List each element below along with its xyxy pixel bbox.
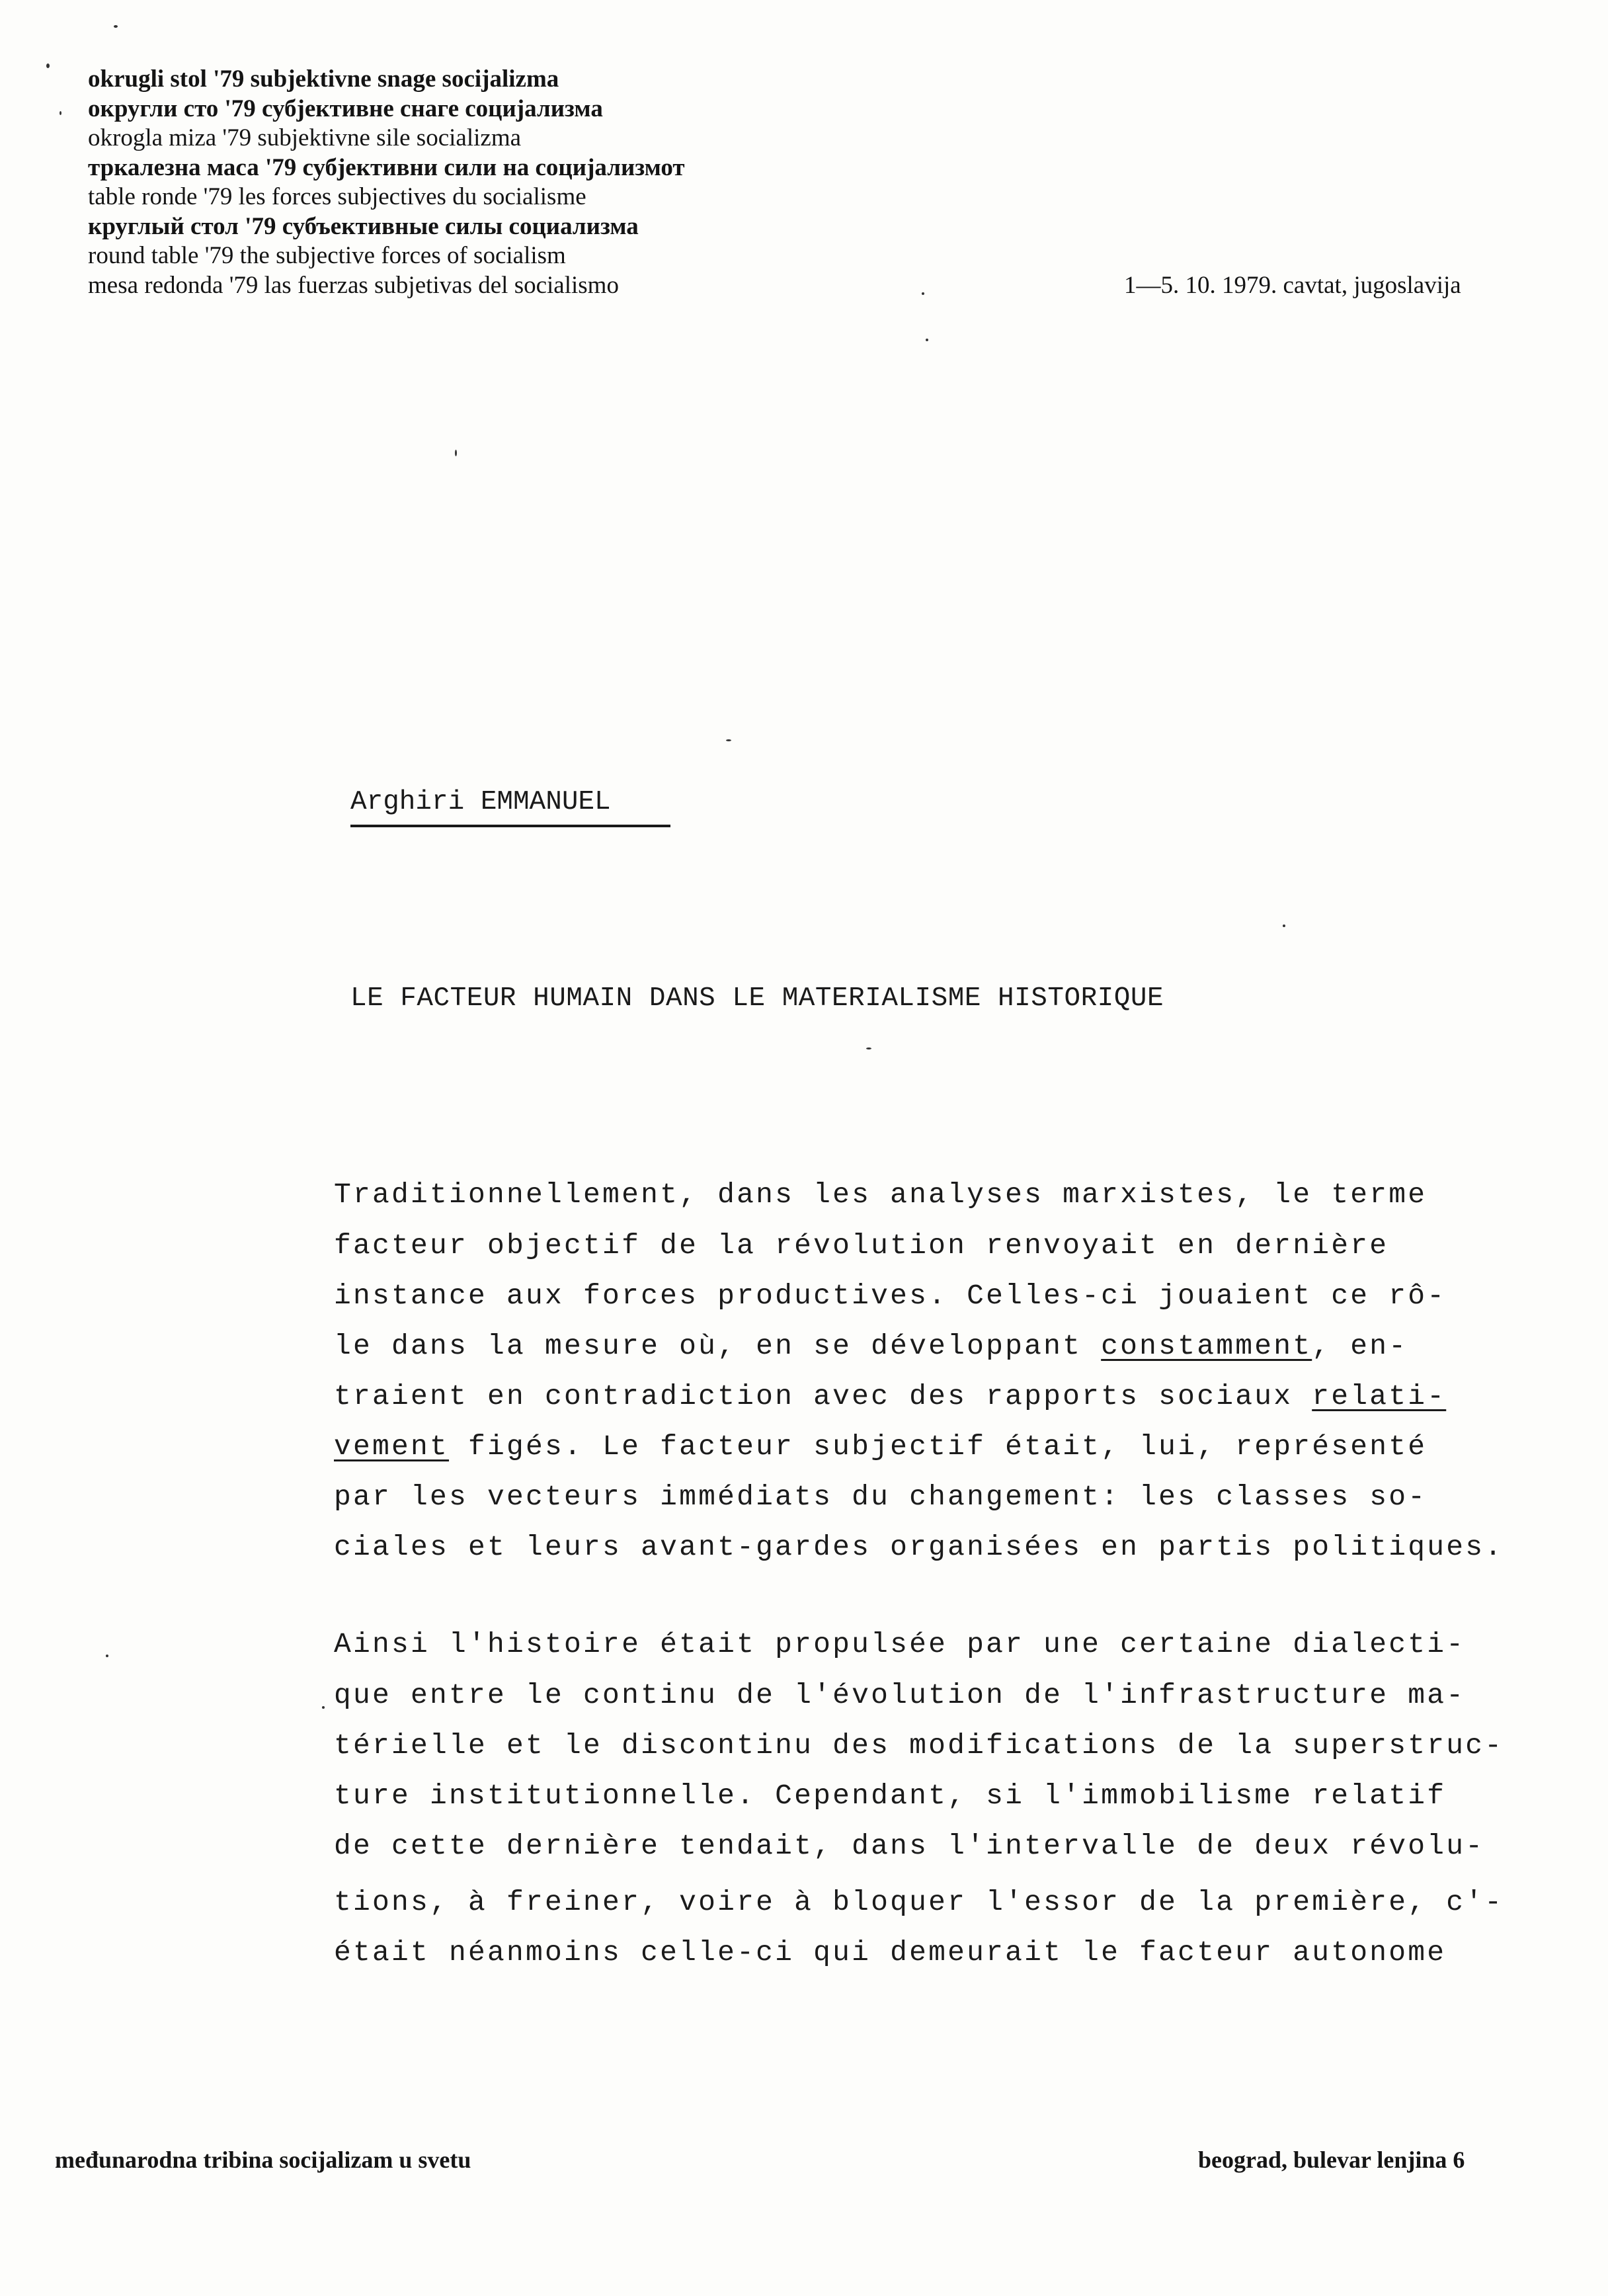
letterhead-line-slovenian: okrogla miza '79 subjektivne sile socializma [88, 124, 522, 151]
text-run: figés. Le facteur subjectif était, lui, représenté [449, 1430, 1427, 1463]
scan-speck [866, 1047, 871, 1049]
paragraph-1-line: ciales et leurs avant-gardes organisées en partis politiques. [334, 1531, 1504, 1563]
paragraph-2-line: Ainsi l'histoire était propulsée par une certaine dialecti- [334, 1628, 1466, 1660]
scan-speck [926, 339, 928, 341]
author-underline [350, 825, 670, 827]
paragraph-1-line: instance aux forces productives. Celles-ci jouaient ce rô- [334, 1280, 1447, 1312]
paragraph-2-line: de cette dernière tendait, dans l'intervalle de deux révolu- [334, 1830, 1485, 1862]
letterhead-line-spanish: mesa redonda '79 las fuerzas subjetivas del socialismo [88, 271, 619, 299]
letterhead-line-russian: круглый стол '79 субъективные силы социализма [88, 212, 639, 240]
letterhead-line-french: table ronde '79 les forces subjectives du socialisme [88, 183, 586, 210]
underlined-word: vement [334, 1430, 450, 1463]
letterhead-line-macedonian: тркалезна маса '79 субјективни сили на социјализмот [88, 153, 685, 181]
scan-speck [46, 63, 50, 68]
paragraph-1-line: facteur objectif de la révolution renvoyait en dernière [334, 1229, 1389, 1262]
letterhead-line-serbocroatian: okrugli stol '79 subjektivne snage socijalizma [88, 65, 559, 93]
letterhead-line-english: round table '79 the subjective forces of socialism [88, 242, 566, 269]
scan-speck [322, 1706, 325, 1709]
event-date-place: 1—5. 10. 1979. cavtat, jugoslavija [1124, 272, 1461, 299]
paragraph-2-line: était néanmoins celle-ci qui demeurait le facteur autonome [334, 1936, 1447, 1969]
scan-speck [726, 739, 731, 741]
paragraph-2-line: ture institutionnelle. Cependant, si l'immobilisme relatif [334, 1780, 1447, 1812]
paragraph-1-line [334, 1430, 1427, 1463]
author-name: Arghiri EMMANUEL [350, 787, 611, 817]
paper-title: LE FACTEUR HUMAIN DANS LE MATERIALISME HISTORIQUE [350, 983, 1164, 1014]
letterhead-line-serbian-cyrillic: округли сто '79 субјективне снаге социјализма [88, 95, 603, 122]
paragraph-2-line: térielle et le discontinu des modifications de la superstruc- [334, 1729, 1504, 1762]
paragraph-1-line [334, 1330, 1408, 1362]
underlined-word: constamment [1101, 1330, 1312, 1362]
text-run: , en- [1312, 1330, 1408, 1362]
paragraph-2-line: que entre le continu de l'évolution de l'infrastructure ma- [334, 1679, 1466, 1711]
scan-speck [106, 1655, 108, 1657]
scan-speck [60, 111, 61, 115]
footer-address: beograd, bulevar lenjina 6 [1198, 2147, 1465, 2173]
underlined-word: relati- [1312, 1380, 1447, 1413]
letterhead-multilingual [88, 65, 881, 300]
footer-organization: međunarodna tribina socijalizam u svetu [55, 2147, 471, 2173]
paragraph-1-line [334, 1380, 1446, 1413]
scan-speck [455, 450, 457, 456]
paragraph-2-line: tions, à freiner, voire à bloquer l'essor de la première, c'- [334, 1886, 1504, 1918]
paragraph-1-line: Traditionnellement, dans les analyses marxistes, le terme [334, 1178, 1427, 1211]
paragraph-1-line: par les vecteurs immédiats du changement: les classes so- [334, 1481, 1427, 1513]
scan-speck [922, 292, 924, 295]
scan-speck [1283, 924, 1285, 927]
scan-speck [114, 25, 118, 28]
text-run: traient en contradiction avec des rapports sociaux [334, 1380, 1312, 1413]
text-run: le dans la mesure où, en se développant [334, 1330, 1102, 1362]
